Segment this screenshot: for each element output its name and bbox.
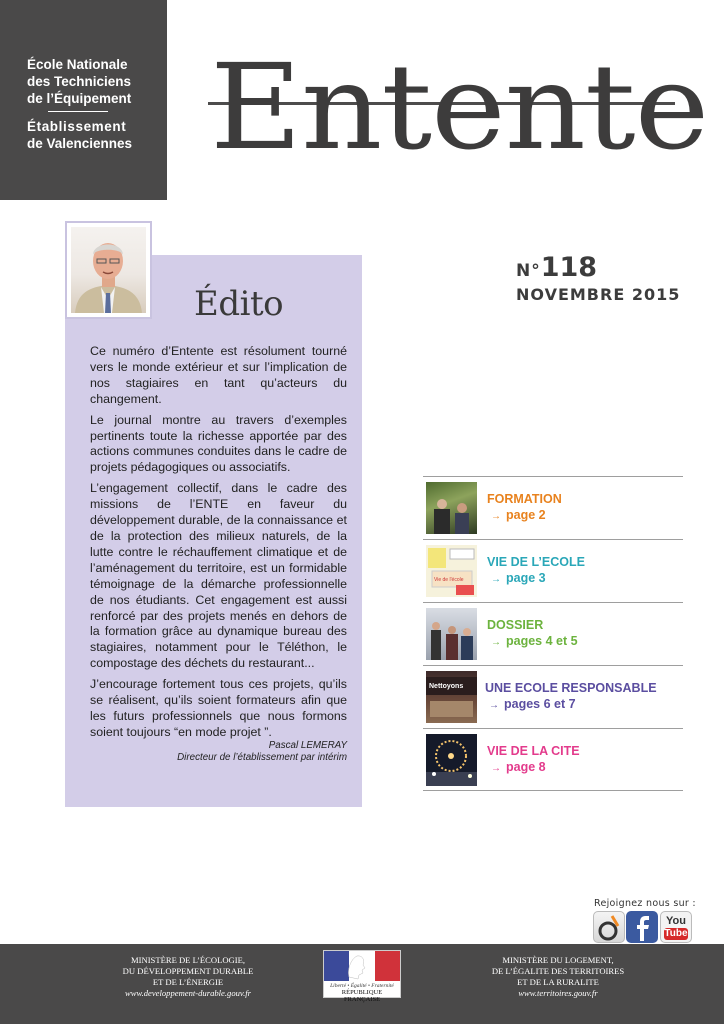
toc-item-dossier[interactable] (423, 602, 683, 665)
arrow-right-icon: → (491, 511, 501, 522)
toc-section-title: UNE ECOLE RESPONSABLE (485, 681, 657, 695)
ferris-wheel-night-image (426, 734, 477, 786)
republique-francaise-logo (323, 950, 401, 1003)
footer (0, 944, 724, 1024)
toc-section-title: VIE DE LA CITE (487, 744, 580, 758)
school-divider (48, 111, 108, 112)
director-photo-frame (65, 221, 152, 319)
director-portrait-illustration (71, 227, 146, 313)
ministry-line: ET DE L’ÉNERGIE (152, 977, 224, 987)
ministry-line: MINISTÈRE DU LOGEMENT, (502, 955, 614, 965)
toc-page-ref: page 2 (506, 508, 546, 522)
school-line-1: École Nationale (27, 57, 128, 72)
toc-item-vie-ecole[interactable] (423, 539, 683, 602)
youtube-tube: Tube (664, 928, 688, 939)
signature-name: Pascal LEMERAY (268, 740, 347, 751)
masthead (208, 38, 709, 176)
cleanup-campaign-image (426, 671, 477, 723)
thumb-caption: Nettoyons (429, 683, 464, 690)
thumb-caption: Vie de l'école (434, 577, 464, 583)
signature-role: Directeur de l’établissement par intérim (177, 752, 347, 763)
school-line-3: de l’Équipement (27, 91, 132, 106)
ministry-housing (458, 955, 658, 999)
toc-page-ref: page 3 (506, 571, 546, 585)
school-line-2: des Techniciens (27, 74, 132, 89)
toc-section-title: VIE DE L’ECOLE (487, 555, 585, 569)
ministry-url[interactable]: www.territoires.gouv.fr (518, 988, 598, 998)
issue-date: NOVEMBRE 2015 (516, 285, 681, 304)
arrow-right-icon: → (491, 637, 501, 648)
edito-paragraph: Le journal montre au travers d’exemples pertinents toute la richesse apportée par des actions communes conduites dans le cadre de projets pédagogiques ou associatifs. (90, 412, 347, 475)
director-photo (71, 227, 146, 313)
youtube-you: You (666, 915, 686, 927)
toc-page-ref: pages 6 et 7 (504, 697, 576, 711)
toc-section-title: FORMATION (487, 492, 562, 506)
ministry-line: ET DE LA RURALITE (517, 977, 599, 987)
toc-thumbnail (426, 482, 477, 534)
toc-thumbnail (426, 734, 477, 786)
social-label: Rejoignez nous sur : (594, 898, 696, 909)
arrow-right-icon: → (491, 574, 501, 585)
tricolor-flag (324, 951, 400, 981)
toc-thumbnail (426, 671, 477, 723)
edito-paragraph: Ce numéro d’Entente est résolument tourné vers le monde extérieur et sur l’implication de nos stagiaires en tant qu’acteurs du changement. (90, 344, 347, 406)
table-of-contents (423, 476, 683, 791)
youtube-icon[interactable] (660, 911, 692, 943)
viadeo-icon[interactable] (593, 911, 625, 943)
school-identity-box (0, 0, 167, 200)
edito-title: Édito (194, 284, 284, 324)
edito-paragraph: L’engagement collectif, dans le cadre des missions de l’ENTE en faveur du développement durable, de la connaissance et de la protection des milieux naturels, de la lutte contre le réchauffement climatique et de l’aménagement du territoire, est un formidable témoignage de la démarche professionnelle de nos étudiants. Cet engagement est aussi renforcé par des projets menés en dehors de la formation grâce au dynamique bureau des stagiaires, notamment pour le Téléthon, le compostage des déchets du restaurant... (90, 481, 347, 671)
issue-number: 118 (540, 252, 598, 283)
toc-item-vie-cite[interactable] (423, 728, 683, 791)
students-forest-image (426, 482, 477, 534)
ministry-ecology (88, 955, 288, 999)
school-line-4: Établissement (27, 119, 127, 134)
edito-paragraph: J’encourage fortement tous ces projets, qu’ils se réalisent, qu’ils soient formateurs afin que les futurs professionnels que nous formons soient toujours “en mode projet ”. (90, 677, 347, 739)
toc-item-formation[interactable] (423, 476, 683, 539)
logo-motto: Liberté • Égalité • Fraternité (330, 983, 394, 989)
edito-body (90, 344, 347, 746)
toc-thumbnail (426, 545, 477, 597)
edito-signature (160, 740, 347, 764)
marianne-profile-icon (343, 951, 369, 981)
toc-item-ecole-responsable[interactable] (423, 665, 683, 728)
arrow-right-icon: → (489, 700, 499, 711)
facebook-icon[interactable] (626, 911, 658, 943)
poster-collage-image (426, 545, 477, 597)
toc-page-ref: page 8 (506, 760, 546, 774)
toc-section-title: DOSSIER (487, 618, 544, 632)
ministry-line: DE L’ÉGALITE DES TERRITOIRES (491, 966, 625, 976)
ministry-url[interactable]: www.developpement-durable.gouv.fr (125, 988, 251, 998)
arrow-right-icon: → (491, 763, 501, 774)
people-indoor-image (426, 608, 477, 660)
toc-thumbnail (426, 608, 477, 660)
issue-number-label: N° (516, 261, 541, 281)
toc-page-ref: pages 4 et 5 (506, 634, 578, 648)
ministry-line: DU DÉVELOPPEMENT DURABLE (122, 966, 254, 976)
logo-name: RÉPUBLIQUE FRANÇAISE (341, 989, 383, 1003)
issue-info (516, 252, 680, 304)
school-line-5: de Valenciennes (27, 136, 133, 151)
ministry-line: MINISTÈRE DE L’ÉCOLOGIE, (130, 955, 245, 965)
masthead-title: Entente (210, 38, 709, 176)
